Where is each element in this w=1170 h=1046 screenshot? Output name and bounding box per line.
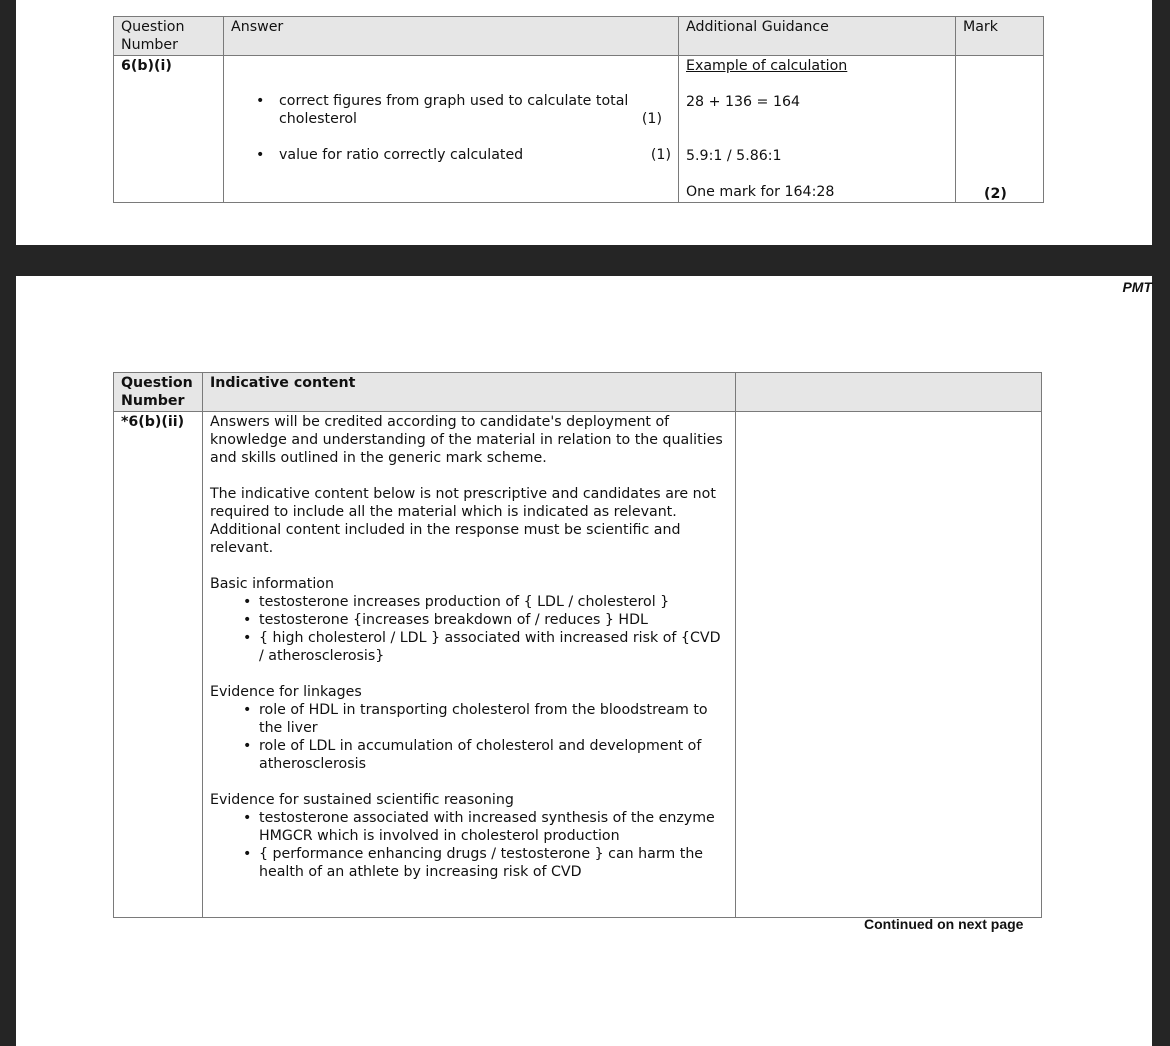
mark-scheme-table-6bii — [113, 372, 1042, 918]
header-question-number: Question Number — [114, 17, 224, 56]
list-item: • testosterone increases production of { LDL / cholesterol } — [259, 593, 728, 611]
list-item: • { high cholesterol / LDL } associated with increased risk of {CVD / atherosclerosis} — [259, 629, 728, 665]
mark-cell — [956, 56, 1044, 203]
question-number: 6(b)(i) — [114, 56, 224, 203]
page-1 — [16, 0, 1152, 245]
header-additional-guidance: Additional Guidance — [679, 17, 956, 56]
list-item: • role of HDL in transporting cholesterol from the bloodstream to the liver — [259, 701, 728, 737]
answer-cell — [224, 56, 679, 203]
pmt-label: PMT — [1122, 279, 1152, 295]
answer-mark: (1) — [650, 147, 671, 163]
intro-paragraph: The indicative content below is not prescriptive and candidates are not required to include all the material which is indicated as relevant. Additional content included in the response must be scientific and relevant. — [210, 486, 716, 556]
section-title: Evidence for sustained scientific reasoning — [210, 792, 514, 808]
continued-note: Continued on next page — [864, 916, 1024, 932]
header-mark: Mark — [956, 17, 1044, 56]
list-item: • testosterone {increases breakdown of / reduces } HDL — [259, 611, 728, 629]
guidance-line: 5.9:1 / 5.86:1 — [686, 148, 782, 164]
answer-text: value for ratio correctly calculated — [279, 147, 524, 163]
answer-item — [224, 146, 678, 164]
answer-item — [224, 92, 669, 128]
answer-text: correct figures from graph used to calculate total cholesterol — [279, 93, 629, 127]
answer-mark: (1) — [641, 111, 662, 127]
total-mark: (2) — [984, 186, 1007, 202]
header-blank — [736, 373, 1042, 412]
blank-cell — [736, 412, 1042, 918]
guidance-cell — [679, 56, 956, 203]
bullet-list — [210, 809, 728, 881]
page-2 — [16, 276, 1152, 1046]
header-answer: Answer — [224, 17, 679, 56]
guidance-heading: Example of calculation — [686, 58, 848, 74]
intro-paragraph: Answers will be credited according to candidate's deployment of knowledge and understanding of the material in relation to the qualities and skills outlined in the generic mark scheme. — [210, 414, 723, 466]
indicative-content-cell — [203, 412, 736, 918]
section-title: Evidence for linkages — [210, 684, 362, 700]
list-item: • role of LDL in accumulation of cholesterol and development of atherosclerosis — [259, 737, 728, 773]
section-title: Basic information — [210, 576, 334, 592]
header-question-number: Question Number — [114, 373, 203, 412]
header-indicative-content: Indicative content — [203, 373, 736, 412]
bullet-list — [210, 593, 728, 665]
mark-scheme-table-6bi — [113, 16, 1044, 203]
guidance-line: 28 + 136 = 164 — [686, 94, 801, 110]
list-item: • testosterone associated with increased synthesis of the enzyme HMGCR which is involved in cholesterol production — [259, 809, 728, 845]
guidance-line: One mark for 164:28 — [686, 184, 835, 200]
list-item: • { performance enhancing drugs / testosterone } can harm the health of an athlete by increasing risk of CVD — [259, 845, 728, 881]
bullet-list — [210, 701, 728, 773]
question-number: *6(b)(ii) — [114, 412, 203, 918]
